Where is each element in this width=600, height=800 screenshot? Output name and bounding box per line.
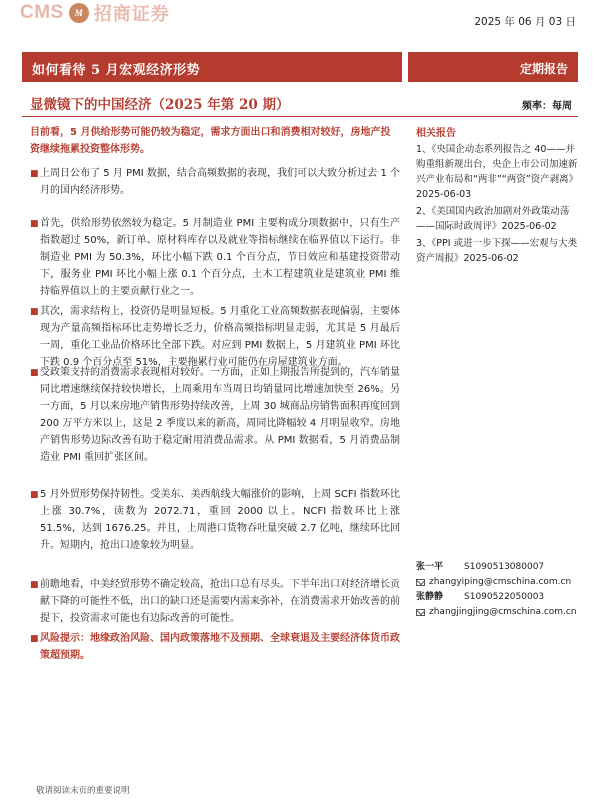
- author-row: [416, 560, 578, 575]
- logo-chinese-text: 招商证券: [93, 4, 170, 25]
- author-license-id: S1090513080007: [464, 562, 545, 572]
- bullet-text: 受政策支持的消费需求表现相对较好。一方面，正如上期报告所提到的，汽车销量同比增速继续保持较快增长，上周乘用车当周日均销量同比增速加快至 26%。另一方面，5 月以来房地产销售形势持续改善，上周 30 城商品房销售面积再度回到 200 万平方米以上，这是 2 季度以来的新高，周同比降幅较 4 月明显收窄。房地产销售形势边际改善有助于稳定耐用消费品需求。从 PMI 数据看，5 月消费品制造业 PMI 重回扩张区间。: [40, 367, 400, 463]
- bullet-item: [30, 364, 400, 466]
- bullet-item: [30, 165, 400, 199]
- author-row: [416, 590, 578, 605]
- bullet-text: 5 月外贸形势保持韧性。受美东、美西航线大幅涨价的影响，上周 SCFI 指数环比上涨 30.7%，读数为 2072.71，重回 2000 以上。NCFI 指数环比上涨 51.5%，达到 1676.25。并且，上周港口货物吞吐量突破 2.7 亿吨，继续环比回升。短期内，抢出口迹象较为明显。: [40, 489, 400, 551]
- author-name: 张一平: [416, 562, 444, 572]
- report-date: 2025 年 06 月 03 日: [474, 16, 576, 28]
- logo-mark-icon: M: [69, 3, 89, 23]
- author-email-row: [416, 575, 578, 590]
- report-frequency: 频率：每周: [522, 101, 572, 112]
- bullet-text: 上周日公布了 5 月 PMI 数据，结合高频数据的表现，我们可以大致分析过去 1 个月的国内经济形势。: [40, 168, 400, 196]
- logo-cms-text: CMS: [20, 2, 64, 23]
- divider-line: [22, 116, 578, 117]
- author-email[interactable]: zhangjingjing@cmschina.com.cn: [429, 607, 577, 617]
- bullet-item: [30, 486, 400, 554]
- bullet-square-icon: ■: [30, 169, 39, 179]
- related-report-item[interactable]: 1、《央国企动态系列报告之 40——并购重组新规出台，央企上市公司加速新兴产业布局和“两非”“两资”资产剥离》2025-06-03: [416, 144, 578, 200]
- bullet-square-icon: ■: [30, 307, 39, 317]
- bullet-text: 前瞻地看，中美经贸形势不确定较高，抢出口总有尽头。下半年出口对经济增长贡献下降的可能性不低，出口的缺口还是需要内需来弥补，在消费需求开始改善的前提下，投资需求可能也有边际改善的可能性。: [40, 579, 400, 624]
- report-subtitle: 显微镜下的中国经济（2025 年第 20 期）: [30, 97, 290, 113]
- bullet-square-icon: ■: [30, 368, 39, 378]
- bullet-square-icon: ■: [30, 580, 39, 590]
- report-title-banner: 如何看待 5 月宏观经济形势: [22, 52, 402, 82]
- author-email[interactable]: zhangyiping@cmschina.com.cn: [429, 577, 572, 587]
- bullet-square-icon: ■: [30, 219, 39, 229]
- related-report-item[interactable]: 3、《PPI 或进一步下探——宏观与大类资产周报》2025-06-02: [416, 238, 578, 264]
- risk-warning: [30, 630, 400, 664]
- analyst-contacts: [416, 560, 578, 620]
- bullet-item: [30, 303, 400, 371]
- mail-icon: [416, 609, 425, 616]
- author-license-id: S1090522050003: [464, 592, 545, 602]
- mail-icon: [416, 579, 425, 586]
- report-type-banner: 定期报告: [408, 52, 578, 82]
- bullet-text: 其次，需求结构上，投资仍是明显短板。5 月重化工业高频数据表现偏弱，主要体现为产量高频指标环比走势增长乏力，价格高频指标明显走弱，尤其是 5 月最后一周，重化工业品价格环比全部下跌。对应到 PMI 数据上，5 月建筑业 PMI 环比下跌 0.9 个百分点至 51%，主要拖累行业可能仍在房屋建筑业方面。: [40, 306, 400, 368]
- bullet-square-icon: ■: [30, 634, 39, 644]
- related-reports: [416, 124, 578, 268]
- footer-disclaimer: 敬请阅读末页的重要说明: [36, 786, 130, 796]
- bullet-item: [30, 215, 400, 300]
- bullet-item: [30, 576, 400, 627]
- summary-paragraph: 目前看，5 月供给形势可能仍较为稳定，需求方面出口和消费相对较好，房地产投资继续拖累投资整体形势。: [30, 127, 391, 155]
- related-reports-title: 相关报告: [416, 128, 456, 139]
- bullet-text: 首先，供给形势依然较为稳定。5 月制造业 PMI 主要构成分项数据中，只有生产指数超过 50%，新订单、原材料库存以及就业等指标继续在临界值以下运行。非制造业 PMI 为 50.3%，环比小幅下跌 0.1 个百分点，节日效应和基建投资带动下，服务业 PMI 环比小幅上涨 0.1 个百分点，土木工程建筑业是建筑业 PMI 维持临界值以上的主要贡献行业之一。: [40, 218, 400, 297]
- author-name: 张静静: [416, 592, 444, 602]
- risk-warning-text: 风险提示：地缘政治风险、国内政策落地不及预期、全球衰退及主要经济体货币政策超预期。: [40, 633, 400, 661]
- bullet-square-icon: ■: [30, 490, 39, 500]
- related-report-item[interactable]: 2、《美国国内政治加剧对外政策动荡——国际时政周评》2025-06-02: [416, 206, 570, 232]
- author-email-row: [416, 605, 578, 620]
- company-logo: [20, 0, 170, 26]
